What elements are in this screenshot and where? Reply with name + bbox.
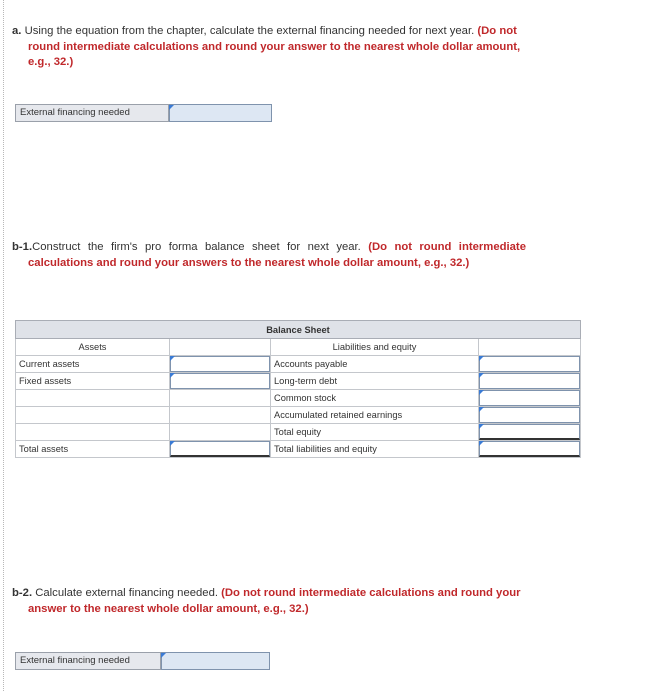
- row-label-right: Long-term debt: [271, 373, 479, 390]
- empty-cell: [170, 407, 271, 424]
- row-label-right: Total equity: [271, 424, 479, 441]
- table-row: [16, 390, 581, 407]
- external-financing-label-a: External financing needed: [15, 104, 169, 122]
- row-label-left: [16, 407, 170, 424]
- assets-header-spacer: [170, 339, 271, 356]
- input-marker-icon: [161, 653, 166, 658]
- total-assets-input[interactable]: [170, 441, 271, 458]
- question-b1: [12, 240, 526, 271]
- fixed-assets-input[interactable]: [170, 373, 271, 390]
- empty-cell: [170, 390, 271, 407]
- row-label-left: Current assets: [16, 356, 170, 373]
- balance-sheet-subheader-row: [16, 339, 581, 356]
- current-assets-input[interactable]: [170, 356, 271, 373]
- row-label-left: [16, 390, 170, 407]
- table-row: [16, 407, 581, 424]
- total-liabilities-and-equity-input[interactable]: [479, 441, 581, 458]
- common-stock-input[interactable]: [479, 390, 581, 407]
- question-b1-note: (Do not round intermediate calculations and round your answers to the nearest whole dollar amount, e.g., 32.): [28, 241, 526, 269]
- total-equity-input[interactable]: [479, 424, 581, 441]
- external-financing-row-b2: [15, 652, 270, 670]
- row-label-right: Accounts payable: [271, 356, 479, 373]
- question-b2: [12, 586, 526, 617]
- empty-cell: [170, 424, 271, 441]
- table-row: [16, 424, 581, 441]
- row-label-right: Total liabilities and equity: [271, 441, 479, 458]
- liabilities-header-spacer: [479, 339, 581, 356]
- row-label-right: Accumulated retained earnings: [271, 407, 479, 424]
- balance-sheet-header-row: [16, 321, 581, 339]
- table-row: [16, 356, 581, 373]
- input-marker-icon: [169, 105, 174, 110]
- external-financing-label-b2: External financing needed: [15, 652, 161, 670]
- question-a-text: Using the equation from the chapter, calculate the external financing needed for next year.: [24, 25, 475, 37]
- assets-header: Assets: [16, 339, 170, 356]
- question-b2-text: Calculate external financing needed.: [35, 587, 218, 599]
- question-a-label: a.: [12, 25, 22, 37]
- row-label-left: Total assets: [16, 441, 170, 458]
- row-label-left: Fixed assets: [16, 373, 170, 390]
- question-a-note: (Do not round intermediate calculations and round your answer to the nearest whole dollar amount, e.g., 32.): [28, 25, 521, 68]
- balance-sheet-table: [15, 320, 581, 458]
- external-financing-input-a[interactable]: [169, 104, 272, 122]
- left-border: [3, 0, 4, 691]
- table-row: [16, 373, 581, 390]
- accounts-payable-input[interactable]: [479, 356, 581, 373]
- row-label-left: [16, 424, 170, 441]
- question-b2-note: (Do not round intermediate calculations and round your answer to the nearest whole dollar amount, e.g., 32.): [28, 587, 521, 615]
- question-b1-label: b-1.: [12, 241, 33, 253]
- question-a: [12, 24, 526, 71]
- external-financing-row-a: [15, 104, 272, 122]
- row-label-right: Common stock: [271, 390, 479, 407]
- long-term-debt-input[interactable]: [479, 373, 581, 390]
- balance-sheet-title: Balance Sheet: [16, 321, 581, 339]
- question-b1-text: Construct the firm's pro forma balance sheet for next year.: [32, 241, 361, 253]
- accumulated-retained-earnings-input[interactable]: [479, 407, 581, 424]
- table-row: [16, 441, 581, 458]
- liabilities-header: Liabilities and equity: [271, 339, 479, 356]
- question-b2-label: b-2.: [12, 587, 33, 599]
- external-financing-input-b2[interactable]: [161, 652, 270, 670]
